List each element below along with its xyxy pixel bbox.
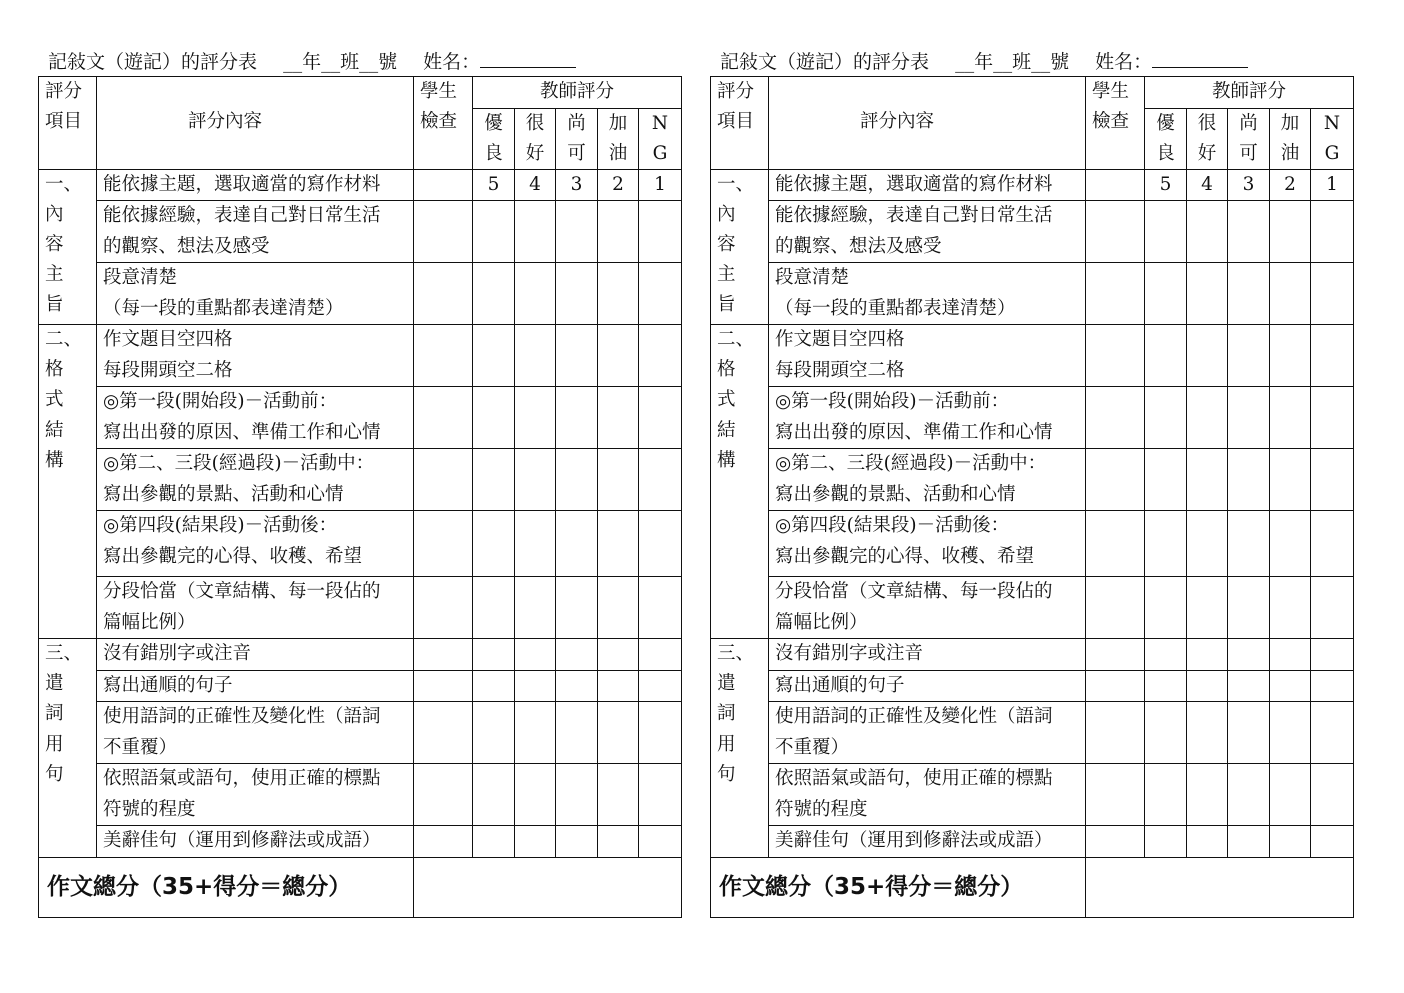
teacher-score-cell[interactable]	[1228, 511, 1270, 577]
header-content-label: 評分內容	[859, 111, 934, 132]
score-value[interactable]: 3	[556, 169, 598, 201]
teacher-score-cell[interactable]	[639, 764, 682, 826]
teacher-score-cell[interactable]	[639, 201, 682, 263]
score-value[interactable]: 4	[1187, 169, 1228, 201]
criterion-text: 能依據主題，選取適當的寫作材料	[769, 169, 1086, 201]
criterion-row	[39, 201, 682, 263]
criterion-text: 能依據主題，選取適當的寫作材料	[97, 169, 414, 201]
rubric-table	[38, 76, 682, 918]
teacher-score-cell[interactable]	[598, 577, 639, 639]
teacher-score-cell[interactable]	[1187, 263, 1228, 325]
criterion-text: ◎第一段(開始段)－活動前： 寫出出發的原因、準備工作和心情	[97, 387, 414, 449]
criterion-row	[711, 201, 1354, 263]
teacher-score-cell[interactable]	[556, 201, 598, 263]
criterion-text: 使用語詞的正確性及變化性（語詞 不重覆）	[97, 702, 414, 764]
teacher-score-cell[interactable]	[1311, 511, 1354, 577]
class-info: __年__班__號	[283, 51, 398, 73]
teacher-score-cell[interactable]	[1270, 201, 1311, 263]
teacher-score-cell[interactable]	[639, 702, 682, 764]
header-content	[97, 77, 414, 170]
criterion-row	[711, 449, 1354, 511]
criterion-row	[711, 387, 1354, 449]
category-label: 二、 格 式 結 構	[39, 325, 97, 639]
student-check-cell[interactable]	[414, 639, 473, 671]
teacher-score-cell[interactable]	[598, 201, 639, 263]
rubric-sheet-left	[38, 48, 681, 918]
student-check-cell[interactable]	[1086, 826, 1145, 858]
teacher-score-cell[interactable]	[1311, 826, 1354, 858]
header-content	[769, 77, 1086, 170]
header-teacher: 教師評分	[473, 77, 682, 109]
criterion-row	[711, 702, 1354, 764]
teacher-score-cell[interactable]	[1311, 639, 1354, 671]
total-label: 作文總分（35+得分＝總分）	[39, 857, 414, 917]
student-check-cell[interactable]	[414, 577, 473, 639]
criterion-row	[711, 764, 1354, 826]
teacher-score-cell[interactable]	[1187, 639, 1228, 671]
criterion-text: 段意清楚 （每一段的重點都表達清楚）	[769, 263, 1086, 325]
teacher-score-cell[interactable]	[556, 263, 598, 325]
teacher-score-cell[interactable]	[1145, 670, 1187, 702]
criterion-text: 寫出通順的句子	[97, 670, 414, 702]
teacher-score-cell[interactable]	[598, 702, 639, 764]
teacher-score-cell[interactable]	[639, 670, 682, 702]
teacher-score-cell[interactable]	[1311, 764, 1354, 826]
teacher-score-cell[interactable]	[1270, 826, 1311, 858]
teacher-score-cell[interactable]	[1270, 387, 1311, 449]
criterion-row	[39, 577, 682, 639]
criterion-text: 作文題目空四格 每段開頭空二格	[769, 325, 1086, 387]
student-check-cell[interactable]	[414, 169, 473, 201]
teacher-score-cell[interactable]	[1187, 325, 1228, 387]
teacher-score-cell[interactable]	[1270, 449, 1311, 511]
class-info: __年__班__號	[955, 51, 1070, 73]
teacher-score-cell[interactable]	[556, 511, 598, 577]
criterion-text: 使用語詞的正確性及變化性（語詞 不重覆）	[769, 702, 1086, 764]
name-field[interactable]	[480, 51, 576, 68]
teacher-score-cell[interactable]	[1228, 764, 1270, 826]
teacher-score-cell[interactable]	[473, 325, 515, 387]
teacher-score-cell[interactable]	[1270, 670, 1311, 702]
student-check-cell[interactable]	[414, 511, 473, 577]
student-check-cell[interactable]	[1086, 764, 1145, 826]
score-value[interactable]: 5	[1145, 169, 1187, 201]
student-check-cell[interactable]	[1086, 325, 1145, 387]
teacher-score-cell[interactable]	[598, 511, 639, 577]
teacher-score-cell[interactable]	[639, 263, 682, 325]
teacher-score-cell[interactable]	[639, 325, 682, 387]
teacher-score-cell[interactable]	[639, 639, 682, 671]
criterion-row	[39, 449, 682, 511]
name-label: 姓名：	[423, 51, 481, 73]
score-value[interactable]: 5	[473, 169, 515, 201]
total-score-field[interactable]	[414, 857, 682, 917]
criterion-row	[39, 639, 682, 671]
teacher-score-cell[interactable]	[515, 670, 556, 702]
student-check-cell[interactable]	[414, 670, 473, 702]
category-label: 三、 遣 詞 用 句	[711, 639, 769, 858]
teacher-score-cell[interactable]	[1145, 449, 1187, 511]
category-label: 一、 內 容 主 旨	[39, 169, 97, 325]
student-check-cell[interactable]	[1086, 387, 1145, 449]
form-title: 記敍文（遊記）的評分表	[720, 51, 930, 73]
score-value[interactable]: 4	[515, 169, 556, 201]
level-header: 加 油	[1270, 108, 1311, 169]
teacher-score-cell[interactable]	[1311, 387, 1354, 449]
criterion-text: ◎第四段(結果段)－活動後： 寫出參觀完的心得、收穫、希望	[769, 511, 1086, 577]
teacher-score-cell[interactable]	[556, 449, 598, 511]
teacher-score-cell[interactable]	[598, 325, 639, 387]
criterion-text: 依照語氣或語句，使用正確的標點 符號的程度	[97, 764, 414, 826]
level-header: 尚 可	[1228, 108, 1270, 169]
teacher-score-cell[interactable]	[1270, 263, 1311, 325]
total-score-field[interactable]	[1086, 857, 1354, 917]
sheet-title	[38, 48, 681, 76]
teacher-score-cell[interactable]	[473, 826, 515, 858]
rubric-table	[710, 76, 1354, 918]
teacher-score-cell[interactable]	[1145, 764, 1187, 826]
student-check-cell[interactable]	[1086, 577, 1145, 639]
sheet-title	[710, 48, 1353, 76]
student-check-cell[interactable]	[1086, 201, 1145, 263]
teacher-score-cell[interactable]	[556, 577, 598, 639]
level-header: 優 良	[1145, 108, 1187, 169]
teacher-score-cell[interactable]	[515, 577, 556, 639]
teacher-score-cell[interactable]	[515, 263, 556, 325]
teacher-score-cell[interactable]	[515, 449, 556, 511]
teacher-score-cell[interactable]	[1145, 325, 1187, 387]
teacher-score-cell[interactable]	[556, 325, 598, 387]
student-check-cell[interactable]	[414, 263, 473, 325]
teacher-score-cell[interactable]	[1270, 639, 1311, 671]
teacher-score-cell[interactable]	[598, 826, 639, 858]
criterion-text: 能依據經驗，表達自己對日常生活 的觀察、想法及感受	[97, 201, 414, 263]
teacher-score-cell[interactable]	[1311, 449, 1354, 511]
teacher-score-cell[interactable]	[1311, 325, 1354, 387]
teacher-score-cell[interactable]	[473, 387, 515, 449]
teacher-score-cell[interactable]	[1187, 764, 1228, 826]
teacher-score-cell[interactable]	[556, 764, 598, 826]
teacher-score-cell[interactable]	[1228, 577, 1270, 639]
criterion-text: 美辭佳句（運用到修辭法或成語）	[97, 826, 414, 858]
criterion-row	[39, 826, 682, 858]
teacher-score-cell[interactable]	[473, 639, 515, 671]
teacher-score-cell[interactable]	[598, 639, 639, 671]
criterion-text: 段意清楚 （每一段的重點都表達清楚）	[97, 263, 414, 325]
teacher-score-cell[interactable]	[515, 826, 556, 858]
teacher-score-cell[interactable]	[1228, 387, 1270, 449]
student-check-cell[interactable]	[414, 826, 473, 858]
teacher-score-cell[interactable]	[1145, 263, 1187, 325]
student-check-cell[interactable]	[414, 702, 473, 764]
level-header: 很 好	[515, 108, 556, 169]
criterion-text: 美辭佳句（運用到修辭法或成語）	[769, 826, 1086, 858]
teacher-score-cell[interactable]	[473, 511, 515, 577]
student-check-cell[interactable]	[1086, 169, 1145, 201]
teacher-score-cell[interactable]	[639, 577, 682, 639]
criterion-row	[39, 263, 682, 325]
header-teacher: 教師評分	[1145, 77, 1354, 109]
criterion-row	[711, 325, 1354, 387]
criterion-row	[39, 702, 682, 764]
criterion-text: 寫出通順的句子	[769, 670, 1086, 702]
teacher-score-cell[interactable]	[473, 577, 515, 639]
criterion-text: ◎第二、三段(經過段)－活動中： 寫出參觀的景點、活動和心情	[97, 449, 414, 511]
teacher-score-cell[interactable]	[1187, 826, 1228, 858]
total-label: 作文總分（35+得分＝總分）	[711, 857, 1086, 917]
student-check-cell[interactable]	[1086, 511, 1145, 577]
form-title: 記敍文（遊記）的評分表	[48, 51, 258, 73]
criterion-row	[711, 511, 1354, 577]
category-label: 二、 格 式 結 構	[711, 325, 769, 639]
category-label: 一、 內 容 主 旨	[711, 169, 769, 325]
teacher-score-cell[interactable]	[515, 201, 556, 263]
teacher-score-cell[interactable]	[556, 670, 598, 702]
teacher-score-cell[interactable]	[1228, 449, 1270, 511]
teacher-score-cell[interactable]	[598, 449, 639, 511]
teacher-score-cell[interactable]	[598, 670, 639, 702]
teacher-score-cell[interactable]	[515, 702, 556, 764]
teacher-score-cell[interactable]	[556, 826, 598, 858]
criterion-row	[39, 325, 682, 387]
teacher-score-cell[interactable]	[1270, 511, 1311, 577]
criterion-text: ◎第一段(開始段)－活動前： 寫出出發的原因、準備工作和心情	[769, 387, 1086, 449]
student-check-cell[interactable]	[414, 449, 473, 511]
teacher-score-cell[interactable]	[1228, 639, 1270, 671]
teacher-score-cell[interactable]	[598, 263, 639, 325]
teacher-score-cell[interactable]	[515, 511, 556, 577]
teacher-score-cell[interactable]	[1187, 702, 1228, 764]
teacher-score-cell[interactable]	[473, 201, 515, 263]
student-check-cell[interactable]	[414, 325, 473, 387]
teacher-score-cell[interactable]	[1145, 702, 1187, 764]
teacher-score-cell[interactable]	[1228, 201, 1270, 263]
student-check-cell[interactable]	[414, 764, 473, 826]
level-header: N G	[1311, 108, 1354, 169]
teacher-score-cell[interactable]	[1311, 670, 1354, 702]
teacher-score-cell[interactable]	[1228, 670, 1270, 702]
teacher-score-cell[interactable]	[1187, 577, 1228, 639]
header-content-label: 評分內容	[187, 111, 262, 132]
teacher-score-cell[interactable]	[639, 826, 682, 858]
teacher-score-cell[interactable]	[473, 263, 515, 325]
teacher-score-cell[interactable]	[598, 764, 639, 826]
level-header: 加 油	[598, 108, 639, 169]
teacher-score-cell[interactable]	[1145, 387, 1187, 449]
teacher-score-cell[interactable]	[1270, 325, 1311, 387]
criterion-row	[39, 387, 682, 449]
header-student: 學生 檢查	[1086, 77, 1145, 170]
teacher-score-cell[interactable]	[598, 387, 639, 449]
teacher-score-cell[interactable]	[1311, 577, 1354, 639]
header-student: 學生 檢查	[414, 77, 473, 170]
teacher-score-cell[interactable]	[639, 511, 682, 577]
teacher-score-cell[interactable]	[515, 325, 556, 387]
teacher-score-cell[interactable]	[639, 387, 682, 449]
teacher-score-cell[interactable]	[473, 449, 515, 511]
teacher-score-cell[interactable]	[1187, 201, 1228, 263]
teacher-score-cell[interactable]	[556, 702, 598, 764]
teacher-score-cell[interactable]	[1187, 387, 1228, 449]
teacher-score-cell[interactable]	[1187, 449, 1228, 511]
level-header: 很 好	[1187, 108, 1228, 169]
student-check-cell[interactable]	[414, 387, 473, 449]
name-label: 姓名：	[1095, 51, 1153, 73]
criterion-text: 依照語氣或語句，使用正確的標點 符號的程度	[769, 764, 1086, 826]
teacher-score-cell[interactable]	[1228, 325, 1270, 387]
teacher-score-cell[interactable]	[556, 639, 598, 671]
teacher-score-cell[interactable]	[1187, 670, 1228, 702]
teacher-score-cell[interactable]	[1187, 511, 1228, 577]
teacher-score-cell[interactable]	[515, 764, 556, 826]
criterion-text: 能依據經驗，表達自己對日常生活 的觀察、想法及感受	[769, 201, 1086, 263]
criterion-text: ◎第二、三段(經過段)－活動中： 寫出參觀的景點、活動和心情	[769, 449, 1086, 511]
criterion-row	[711, 263, 1354, 325]
teacher-score-cell[interactable]	[639, 449, 682, 511]
teacher-score-cell[interactable]	[1311, 702, 1354, 764]
level-header: 優 良	[473, 108, 515, 169]
student-check-cell[interactable]	[414, 201, 473, 263]
teacher-score-cell[interactable]	[473, 702, 515, 764]
teacher-score-cell[interactable]	[515, 387, 556, 449]
criterion-text: 分段恰當（文章結構、每一段佔的 篇幅比例）	[97, 577, 414, 639]
level-header: 尚 可	[556, 108, 598, 169]
teacher-score-cell[interactable]	[1145, 826, 1187, 858]
score-value[interactable]: 2	[598, 169, 639, 201]
criterion-row	[711, 169, 1354, 201]
teacher-score-cell[interactable]	[1228, 702, 1270, 764]
score-value[interactable]: 3	[1228, 169, 1270, 201]
teacher-score-cell[interactable]	[1228, 826, 1270, 858]
header-item: 評分 項目	[711, 77, 769, 170]
criterion-row	[711, 826, 1354, 858]
score-value[interactable]: 1	[1311, 169, 1354, 201]
criterion-row	[711, 670, 1354, 702]
category-label: 三、 遣 詞 用 句	[39, 639, 97, 858]
criterion-row	[711, 577, 1354, 639]
criterion-row	[711, 639, 1354, 671]
criterion-text: 作文題目空四格 每段開頭空二格	[97, 325, 414, 387]
teacher-score-cell[interactable]	[1145, 201, 1187, 263]
teacher-score-cell[interactable]	[1311, 263, 1354, 325]
level-header: N G	[639, 108, 682, 169]
criterion-text: 沒有錯別字或注音	[97, 639, 414, 671]
teacher-score-cell[interactable]	[1145, 511, 1187, 577]
teacher-score-cell[interactable]	[1270, 577, 1311, 639]
teacher-score-cell[interactable]	[1145, 577, 1187, 639]
teacher-score-cell[interactable]	[1311, 201, 1354, 263]
teacher-score-cell[interactable]	[556, 387, 598, 449]
teacher-score-cell[interactable]	[1270, 702, 1311, 764]
header-item: 評分 項目	[39, 77, 97, 170]
student-check-cell[interactable]	[1086, 702, 1145, 764]
teacher-score-cell[interactable]	[473, 670, 515, 702]
criterion-row	[39, 511, 682, 577]
student-check-cell[interactable]	[1086, 670, 1145, 702]
teacher-score-cell[interactable]	[515, 639, 556, 671]
teacher-score-cell[interactable]	[1270, 764, 1311, 826]
student-check-cell[interactable]	[1086, 639, 1145, 671]
teacher-score-cell[interactable]	[1145, 639, 1187, 671]
teacher-score-cell[interactable]	[1228, 263, 1270, 325]
criterion-row	[39, 764, 682, 826]
criterion-text: 分段恰當（文章結構、每一段佔的 篇幅比例）	[769, 577, 1086, 639]
criterion-row	[39, 169, 682, 201]
name-field[interactable]	[1152, 51, 1248, 68]
student-check-cell[interactable]	[1086, 263, 1145, 325]
rubric-sheet-right	[710, 48, 1353, 918]
score-value[interactable]: 2	[1270, 169, 1311, 201]
score-value[interactable]: 1	[639, 169, 682, 201]
criterion-text: 沒有錯別字或注音	[769, 639, 1086, 671]
teacher-score-cell[interactable]	[473, 764, 515, 826]
student-check-cell[interactable]	[1086, 449, 1145, 511]
criterion-text: ◎第四段(結果段)－活動後： 寫出參觀完的心得、收穫、希望	[97, 511, 414, 577]
criterion-row	[39, 670, 682, 702]
